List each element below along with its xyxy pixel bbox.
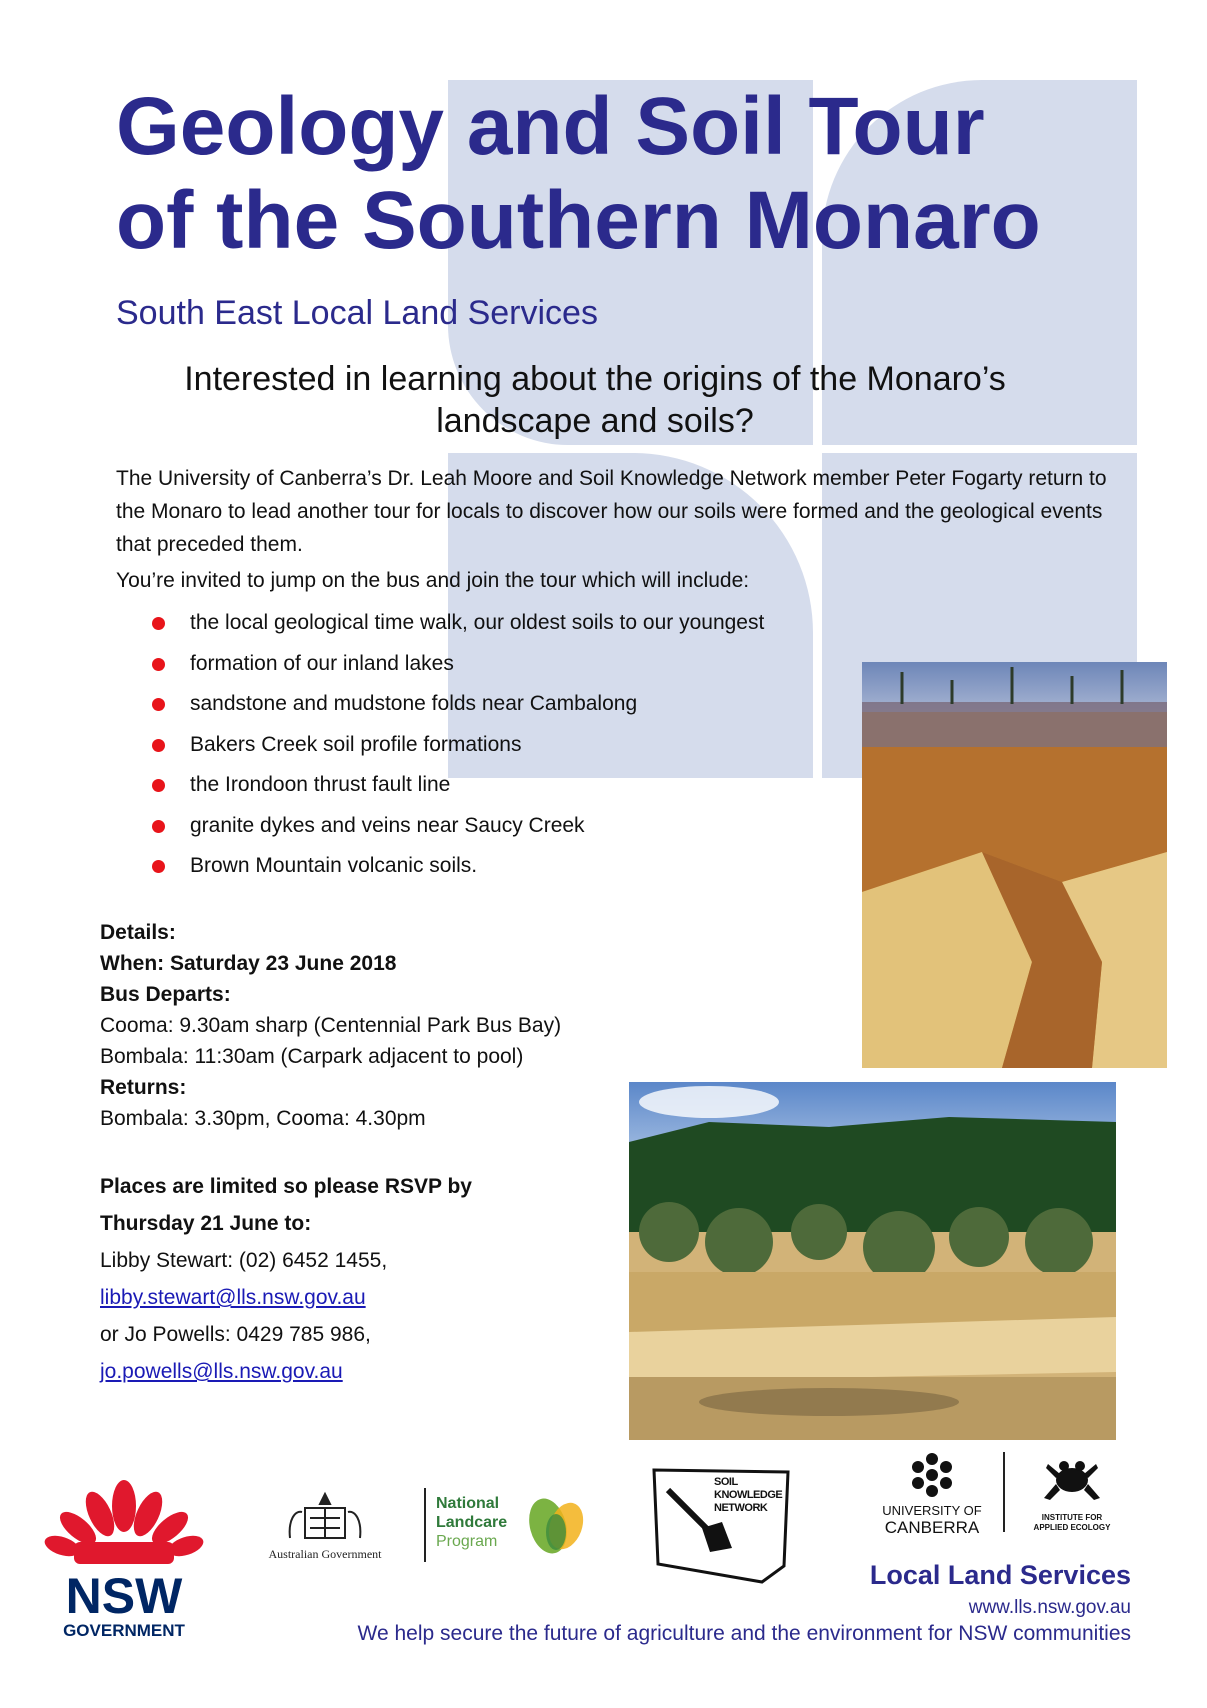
email-link-libby[interactable]: libby.stewart@lls.nsw.gov.au (100, 1286, 366, 1309)
university-of-canberra-logo: UNIVERSITY OF CANBERRA (874, 1452, 990, 1542)
list-item: granite dykes and veins near Saucy Creek (152, 806, 764, 847)
soil-knowledge-network-logo: SOIL KNOWLEDGE NETWORK (650, 1462, 792, 1587)
rsvp-section (100, 1168, 472, 1390)
institute-applied-ecology-logo: INSTITUTE FOR APPLIED ECOLOGY (1022, 1452, 1122, 1542)
waratah-icon (44, 1476, 204, 1566)
landcare-leaf-icon (516, 1488, 591, 1558)
list-item: the Irondoon thrust fault line (152, 765, 764, 806)
frog-icon (1042, 1452, 1102, 1508)
subtitle: South East Local Land Services (116, 294, 598, 332)
bullet-dot-icon (152, 739, 165, 752)
bullet-dot-icon (152, 779, 165, 792)
details-cooma: Cooma: 9.30am sharp (Centennial Park Bus Bay) (100, 1014, 562, 1037)
details-bombala: Bombala: 11:30am (Carpark adjacent to pool) (100, 1045, 524, 1068)
tour-items-list (152, 603, 764, 887)
invite-text: You’re invited to jump on the bus and join the tour which will include: (116, 569, 750, 592)
national-landcare-logo: National Landcare Program (424, 1488, 589, 1568)
page-title (116, 80, 1041, 268)
australian-government-logo (250, 1490, 400, 1570)
details-departs-heading: Bus Departs: (100, 983, 231, 1006)
bullet-dot-icon (152, 698, 165, 711)
nsw-logo-text: NSW (65, 1568, 183, 1624)
list-item: Bakers Creek soil profile formations (152, 725, 764, 766)
landscape-photo (629, 1082, 1116, 1440)
footer-url[interactable]: www.lls.nsw.gov.au (968, 1597, 1131, 1618)
list-item: Brown Mountain volcanic soils. (152, 846, 764, 887)
details-when: When: Saturday 23 June 2018 (100, 952, 397, 975)
email-link-jo[interactable]: jo.powells@lls.nsw.gov.au (100, 1360, 343, 1383)
nsw-logo-subtext: GOVERNMENT (63, 1621, 185, 1640)
details-heading: Details: (100, 921, 176, 944)
nsw-government-logo (44, 1476, 204, 1646)
event-details (100, 917, 561, 1134)
bullet-dot-icon (152, 860, 165, 873)
rsvp-line-1: Places are limited so please RSVP by (100, 1175, 472, 1198)
list-item: sandstone and mudstone folds near Cambalong (152, 684, 764, 725)
uc-emblem-icon (907, 1452, 957, 1498)
title-line-2: of the Southern Monaro (116, 175, 1041, 266)
title-line-1: Geology and Soil Tour (116, 81, 985, 172)
intro-paragraph: The University of Canberra’s Dr. Leah Moore and Soil Knowledge Network member Peter Fogarty return to the Monaro to lead another tour for locals to discover how our soils were formed and the geological events that preceded them. (116, 467, 1107, 556)
lead-question: Interested in learning about the origins of the Monaro’s landscape and soils? (184, 360, 1006, 440)
bullet-dot-icon (152, 820, 165, 833)
details-returns-heading: Returns: (100, 1076, 187, 1099)
local-land-services-logo: Local Land Services (869, 1560, 1131, 1590)
rsvp-contact-2: or Jo Powells: 0429 785 986, (100, 1323, 371, 1346)
bullet-dot-icon (152, 658, 165, 671)
list-item: formation of our inland lakes (152, 644, 764, 685)
rsvp-contact-1: Libby Stewart: (02) 6452 1455, (100, 1249, 388, 1272)
footer-tagline: We help secure the future of agriculture and the environment for NSW communities (357, 1622, 1131, 1645)
logo-divider (1003, 1452, 1005, 1532)
coat-of-arms-icon (250, 1490, 400, 1542)
bullet-dot-icon (152, 617, 165, 630)
details-returns: Bombala: 3.30pm, Cooma: 4.30pm (100, 1107, 426, 1130)
soil-profile-photo (862, 662, 1167, 1068)
list-item: the local geological time walk, our oldest soils to our youngest (152, 603, 764, 644)
rsvp-line-2: Thursday 21 June to: (100, 1212, 312, 1235)
aus-gov-text: Australian Government (268, 1547, 382, 1561)
